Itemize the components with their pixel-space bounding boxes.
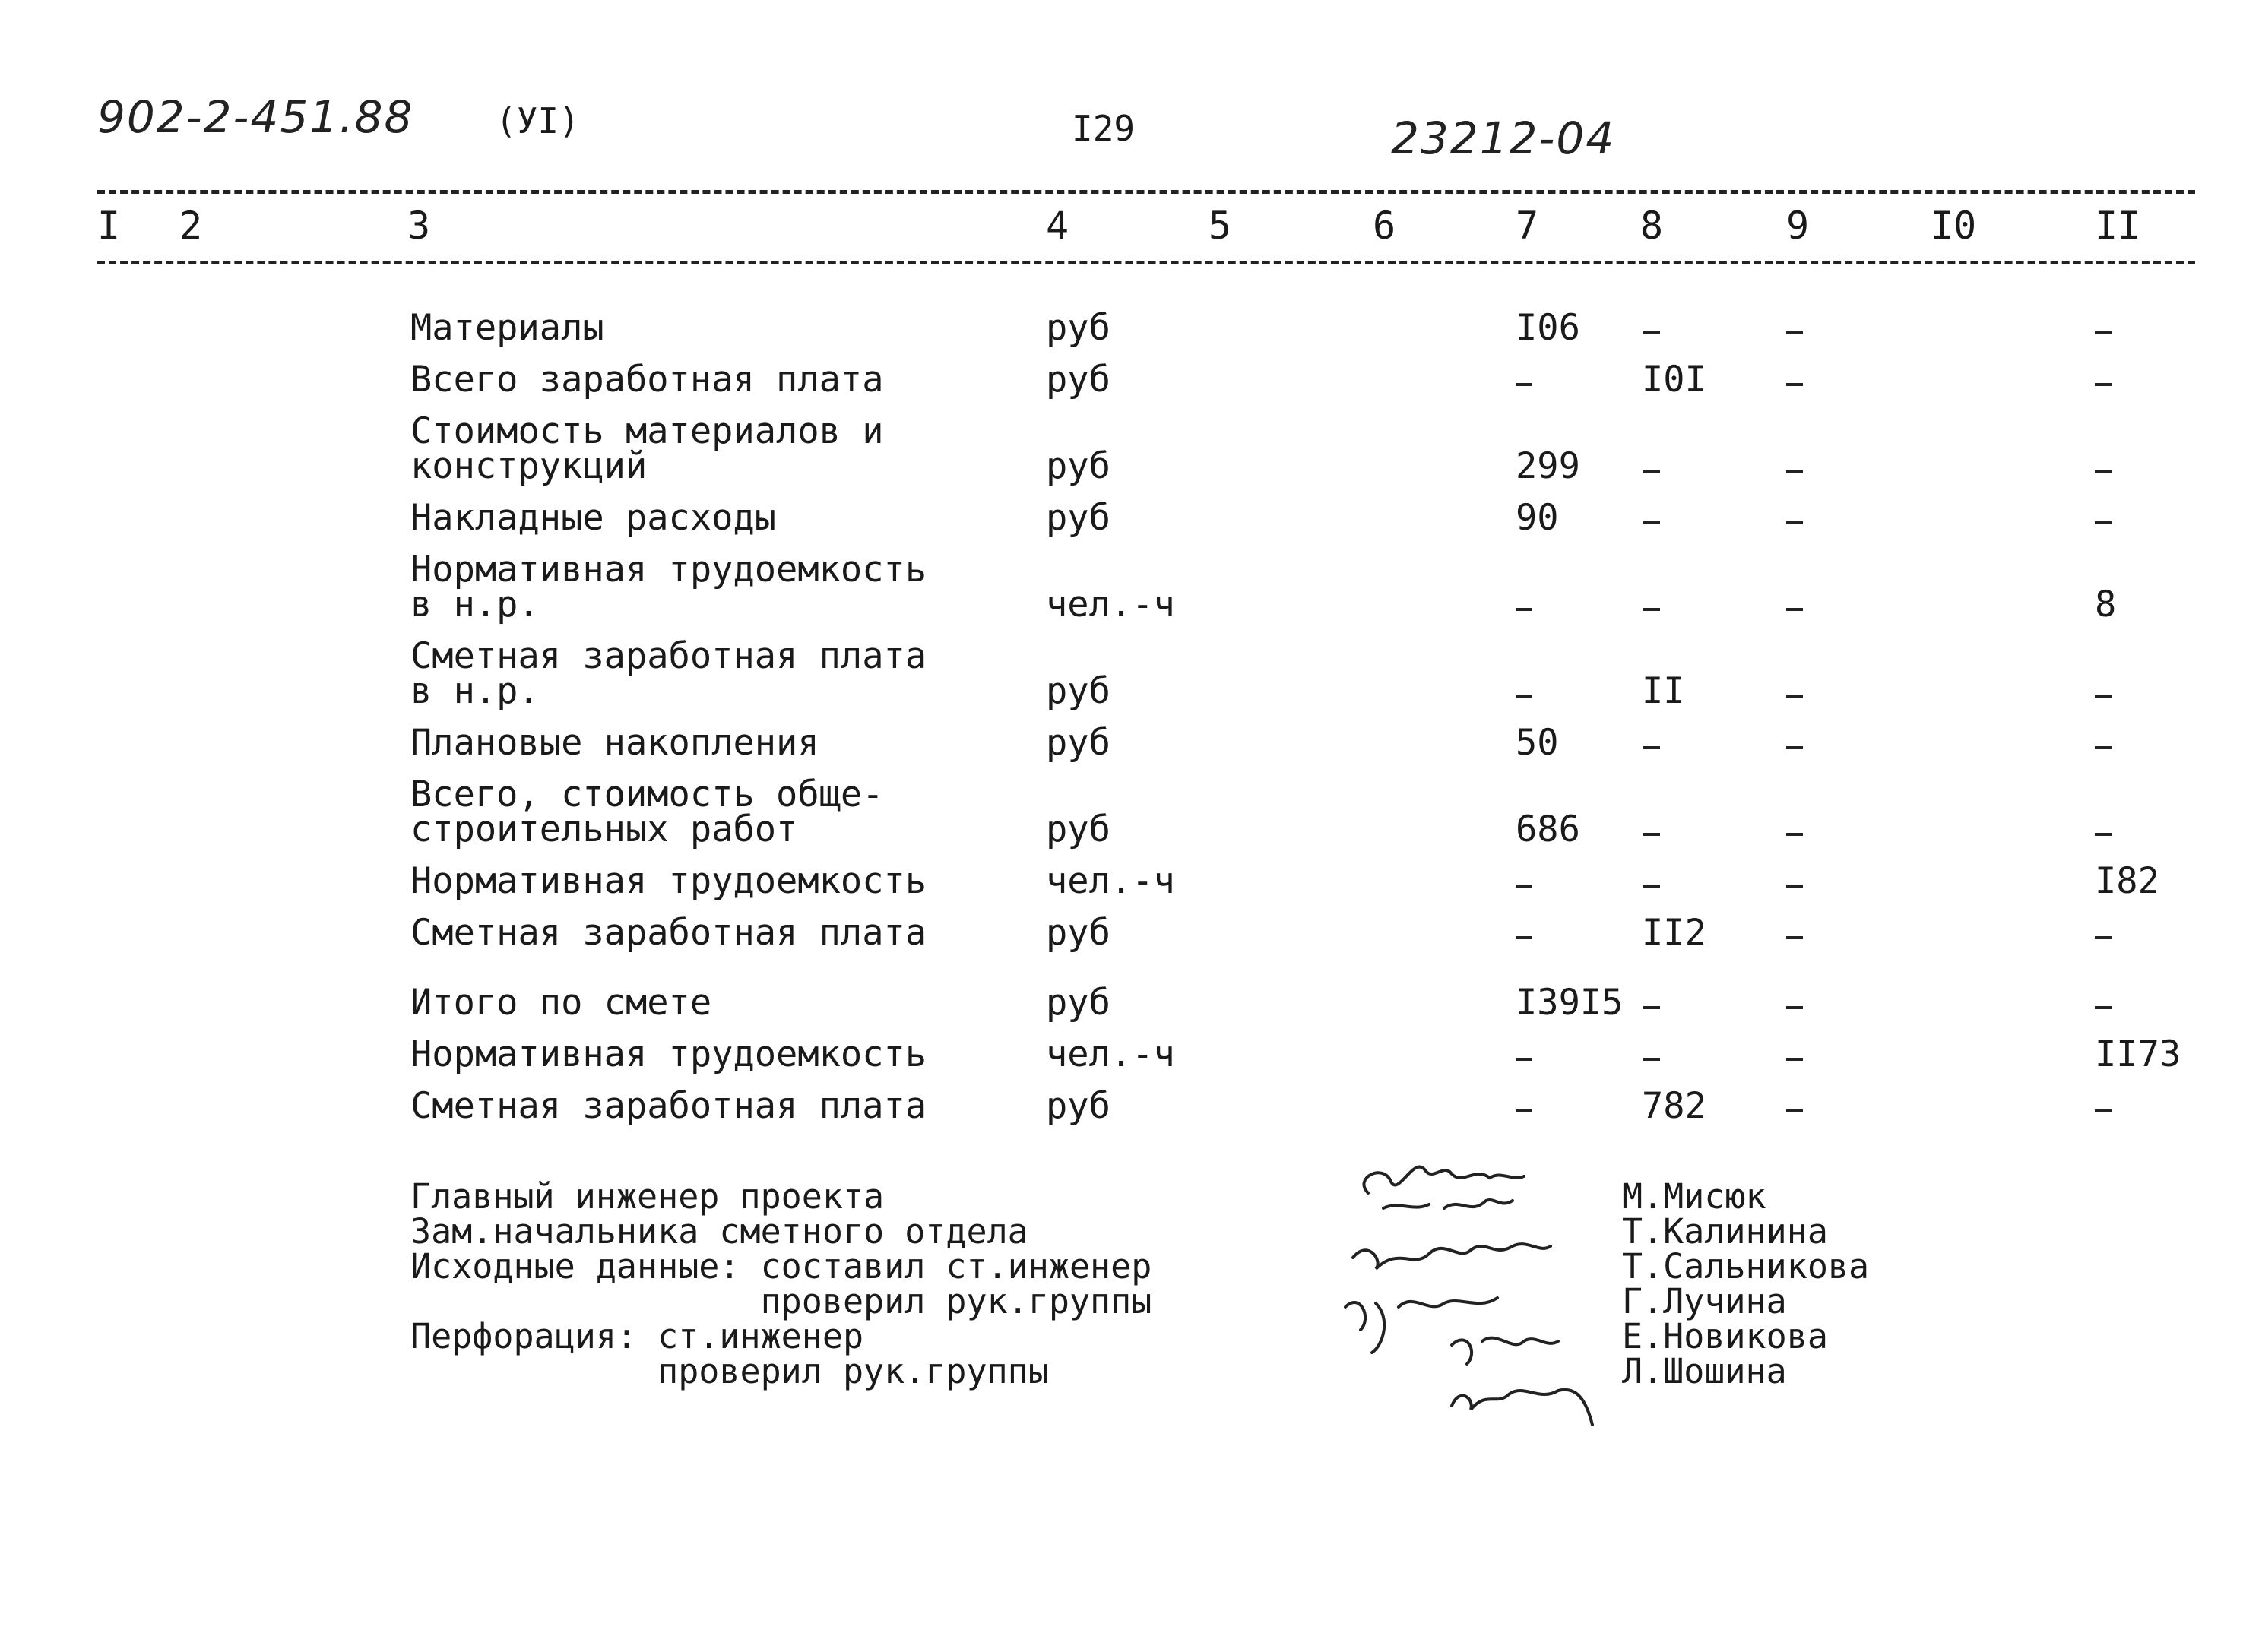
dash-mark [1516, 936, 1532, 939]
role-perforation-engineer: Перфорация: ст.инженер [410, 1316, 864, 1356]
dash-mark [1516, 608, 1532, 611]
role-deputy-head: Зам.начальника сметного отдела [410, 1211, 1028, 1252]
row-label: строительных работ [410, 809, 798, 850]
row-label: Нормативная трудоемкость [410, 1033, 927, 1075]
row-label: Сметная заработная плата [410, 912, 927, 954]
column-number-2: 2 [179, 204, 203, 248]
dash-mark [1786, 383, 1803, 386]
project-code: 902-2-451.88 [97, 91, 414, 143]
dash-mark [2095, 470, 2112, 473]
row-unit: руб [1046, 359, 1110, 400]
dash-mark [1516, 695, 1532, 698]
row-unit: руб [1046, 670, 1110, 712]
signer-name-2: Т.Калинина [1622, 1211, 1828, 1252]
role-source-data-checked: проверил рук.группы [410, 1281, 1152, 1321]
value-cell-c7: 90 [1516, 497, 1559, 539]
column-number-10: I0 [1931, 204, 1977, 248]
row-unit: руб [1046, 1085, 1110, 1127]
signature-3 [1353, 1244, 1551, 1269]
dash-mark [1643, 746, 1660, 749]
dash-mark [2095, 331, 2112, 334]
value-cell-c8: II [1642, 670, 1685, 712]
dash-mark [1786, 936, 1803, 939]
value-cell-c11: I82 [2095, 860, 2159, 902]
dash-mark [1786, 1058, 1803, 1061]
dash-mark [1786, 885, 1803, 888]
value-cell-c8: II2 [1642, 912, 1706, 954]
row-unit: руб [1046, 982, 1110, 1024]
signature-4 [1345, 1298, 1497, 1353]
row-label: конструкций [410, 445, 648, 487]
row-label: Стоимость материалов и [410, 410, 884, 452]
signer-name-4: Г.Лучина [1622, 1281, 1787, 1321]
dash-mark [2095, 695, 2112, 698]
header-top-rule [97, 190, 2195, 194]
dash-mark [2095, 833, 2112, 836]
row-label: Накладные расходы [410, 497, 777, 539]
row-label: Итого по смете [410, 982, 712, 1024]
dash-mark [1786, 608, 1803, 611]
dash-mark [1643, 521, 1660, 524]
dash-mark [1643, 1006, 1660, 1009]
value-cell-c7: I39I5 [1516, 982, 1624, 1024]
row-label: Нормативная трудоемкость [410, 549, 927, 590]
value-cell-c11: II73 [2095, 1033, 2181, 1075]
dash-mark [1643, 1058, 1660, 1061]
row-unit: чел.-ч [1046, 1033, 1175, 1075]
signature-2 [1383, 1200, 1513, 1208]
value-cell-c8: I0I [1642, 359, 1706, 400]
dash-mark [1786, 470, 1803, 473]
value-cell-c7: I06 [1516, 307, 1580, 349]
dash-mark [1786, 833, 1803, 836]
column-number-11: II [2095, 204, 2141, 248]
volume-number: (УI) [496, 100, 580, 141]
row-label: Всего заработная плата [410, 359, 884, 400]
role-source-data-compiled: Исходные данные: составил ст.инженер [410, 1246, 1152, 1286]
role-perforation-checked: проверил рук.группы [410, 1351, 1049, 1391]
dash-mark [2095, 383, 2112, 386]
dash-mark [1516, 1058, 1532, 1061]
value-cell-c7: 50 [1516, 722, 1559, 764]
row-unit: руб [1046, 497, 1110, 539]
column-number-9: 9 [1786, 204, 1810, 248]
signature-6 [1452, 1390, 1592, 1425]
dash-mark [1516, 383, 1532, 386]
dash-mark [1643, 608, 1660, 611]
signature-5 [1452, 1338, 1558, 1364]
dash-mark [2095, 1006, 2112, 1009]
dash-mark [1516, 885, 1532, 888]
dash-mark [1516, 1109, 1532, 1112]
row-unit: руб [1046, 912, 1110, 954]
signer-name-1: М.Мисюк [1622, 1176, 1766, 1217]
dash-mark [2095, 936, 2112, 939]
column-number-3: 3 [407, 204, 431, 248]
row-label: Плановые накопления [410, 722, 819, 764]
dash-mark [1643, 885, 1660, 888]
row-unit: руб [1046, 809, 1110, 850]
dash-mark [1786, 521, 1803, 524]
signature-1 [1364, 1167, 1524, 1193]
signer-name-3: Т.Сальникова [1622, 1246, 1870, 1286]
column-number-6: 6 [1373, 204, 1396, 248]
signer-name-5: Е.Новикова [1622, 1316, 1828, 1356]
column-number-1: I [97, 204, 121, 248]
dash-mark [1786, 1109, 1803, 1112]
row-label: Нормативная трудоемкость [410, 860, 927, 902]
dash-mark [1643, 470, 1660, 473]
row-unit: чел.-ч [1046, 860, 1175, 902]
dash-mark [2095, 521, 2112, 524]
column-number-5: 5 [1209, 204, 1232, 248]
dash-mark [2095, 1109, 2112, 1112]
dash-mark [1786, 1006, 1803, 1009]
album-code: 23212-04 [1391, 112, 1616, 164]
row-label: Всего, стоимость обще- [410, 774, 884, 815]
row-unit: чел.-ч [1046, 584, 1175, 625]
column-number-8: 8 [1640, 204, 1664, 248]
role-chief-engineer: Главный инженер проекта [410, 1176, 885, 1217]
header-bottom-rule [97, 261, 2195, 264]
dash-mark [1786, 746, 1803, 749]
value-cell-c8: 782 [1642, 1085, 1706, 1127]
row-label: Сметная заработная плата [410, 1085, 927, 1127]
row-label: в н.р. [410, 584, 540, 625]
row-unit: руб [1046, 722, 1110, 764]
row-unit: руб [1046, 445, 1110, 487]
dash-mark [1643, 833, 1660, 836]
value-cell-c7: 686 [1516, 809, 1580, 850]
page-number: I29 [1072, 108, 1136, 149]
dash-mark [2095, 746, 2112, 749]
row-label: Сметная заработная плата [410, 635, 927, 677]
value-cell-c7: 299 [1516, 445, 1580, 487]
dash-mark [1643, 331, 1660, 334]
value-cell-c11: 8 [2095, 584, 2117, 625]
handwritten-signatures [1338, 1125, 1657, 1429]
signer-name-6: Л.Шошина [1622, 1351, 1787, 1391]
row-label: в н.р. [410, 670, 540, 712]
column-number-7: 7 [1516, 204, 1539, 248]
dash-mark [1786, 695, 1803, 698]
column-number-4: 4 [1046, 204, 1069, 248]
row-label: Материалы [410, 307, 604, 349]
dash-mark [1786, 331, 1803, 334]
row-unit: руб [1046, 307, 1110, 349]
